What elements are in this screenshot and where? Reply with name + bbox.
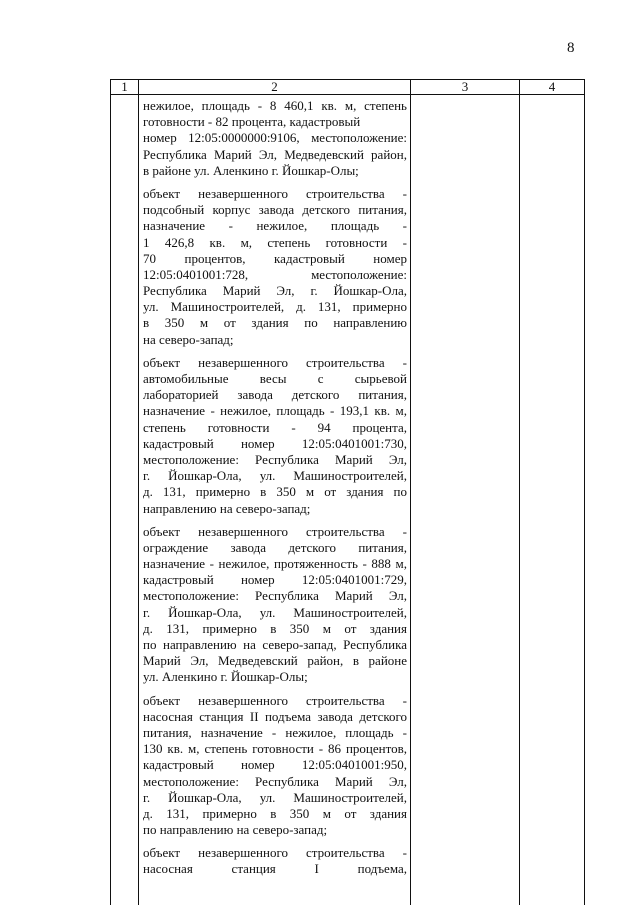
text-line: на северо-запад; <box>143 331 234 347</box>
text-line: Марий Эл, Медведевский район, в районе <box>143 653 407 669</box>
text-line: объект незавершенного строительства - <box>143 354 407 370</box>
text-line: объект незавершенного строительства - <box>143 845 407 861</box>
page-number: 8 <box>567 40 575 56</box>
column-header-1: 1 <box>111 80 139 95</box>
text-line: ул. Аленкино г. Йошкар-Олы; <box>143 669 308 685</box>
text-line: назначение - нежилое, площадь - 193,1 кв. м, <box>143 403 407 419</box>
list-item <box>143 693 407 839</box>
text-line: местоположение: Республика Марий Эл, <box>143 451 407 467</box>
text-line: по направлению на северо-запад; <box>143 822 328 838</box>
text-line: 130 кв. м, степень готовности - 86 процентов, <box>143 741 407 757</box>
text-line: местоположение: Республика Марий Эл, <box>143 588 407 604</box>
text-line: ограждение завода детского питания, <box>143 539 407 555</box>
text-line: кадастровый номер 12:05:0401001:730, <box>143 435 407 451</box>
text-line: ул. Машиностроителей, д. 131, примерно <box>143 299 407 315</box>
text-line: Республика Марий Эл, г. Йошкар-Ола, <box>143 283 407 299</box>
text-line: подсобный корпус завода детского питания, <box>143 202 407 218</box>
text-line: направлению на северо-запад; <box>143 500 311 516</box>
text-line: объект незавершенного строительства - <box>143 523 407 539</box>
text-line: насосная станция I подъема, <box>143 861 407 877</box>
entry-list <box>139 95 407 878</box>
text-line: объект незавершенного строительства - <box>143 692 407 708</box>
column-1-cell <box>111 95 139 905</box>
column-header-3: 3 <box>411 80 520 95</box>
text-line: д. 131, примерно в 350 м от здания <box>143 805 407 821</box>
text-line: насосная станция II подъема завода детского <box>143 708 407 724</box>
text-line: лабораторией завода детского питания, <box>143 387 407 403</box>
list-item <box>143 355 407 517</box>
text-line: готовности - 82 процента, кадастровый <box>143 114 361 130</box>
text-line: местоположение: Республика Марий Эл, <box>143 773 407 789</box>
list-item <box>143 98 407 179</box>
text-line: номер 12:05:0000000:9106, местоположение: <box>143 130 407 146</box>
text-line: в 350 м от здания по направлению <box>143 315 407 331</box>
text-line: нежилое, площадь - 8 460,1 кв. м, степень <box>143 98 407 113</box>
table-body-row <box>111 95 585 905</box>
text-line: г. Йошкар-Ола, ул. Машиностроителей, <box>143 789 407 805</box>
text-line: 1 426,8 кв. м, степень готовности - <box>143 234 407 250</box>
text-line: г. Йошкар-Ола, ул. Машиностроителей, <box>143 468 407 484</box>
text-line: д. 131, примерно в 350 м от здания по <box>143 484 407 500</box>
text-line: кадастровый номер 12:05:0401001:729, <box>143 572 407 588</box>
text-line: кадастровый номер 12:05:0401001:950, <box>143 757 407 773</box>
text-line: в районе ул. Аленкино г. Йошкар-Олы; <box>143 162 359 178</box>
text-line: 70 процентов, кадастровый номер <box>143 250 407 266</box>
column-2-cell <box>139 95 411 905</box>
text-line: г. Йошкар-Ола, ул. Машиностроителей, <box>143 604 407 620</box>
column-3-cell <box>411 95 520 905</box>
column-header-4: 4 <box>520 80 585 95</box>
text-line: питания, назначение - нежилое, площадь - <box>143 724 407 740</box>
text-line: д. 131, примерно в 350 м от здания <box>143 620 407 636</box>
text-line: объект незавершенного строительства - <box>143 185 407 201</box>
text-line: 12:05:0401001:728, местоположение: <box>143 266 407 282</box>
text-line: Республика Марий Эл, Медведевский район, <box>143 146 407 162</box>
text-line: назначение - нежилое, протяженность - 888 м, <box>143 556 407 572</box>
list-item <box>143 186 407 348</box>
text-line: степень готовности - 94 процента, <box>143 419 407 435</box>
text-line: автомобильные весы с сырьевой <box>143 371 407 386</box>
list-item <box>143 845 407 877</box>
text-line: назначение - нежилое, площадь - <box>143 218 407 234</box>
table-header-row <box>111 80 585 95</box>
column-4-cell <box>520 95 585 905</box>
document-table <box>110 79 585 905</box>
column-header-2: 2 <box>139 80 411 95</box>
text-line: по направлению на северо-запад, Республика <box>143 637 407 652</box>
list-item <box>143 524 407 686</box>
